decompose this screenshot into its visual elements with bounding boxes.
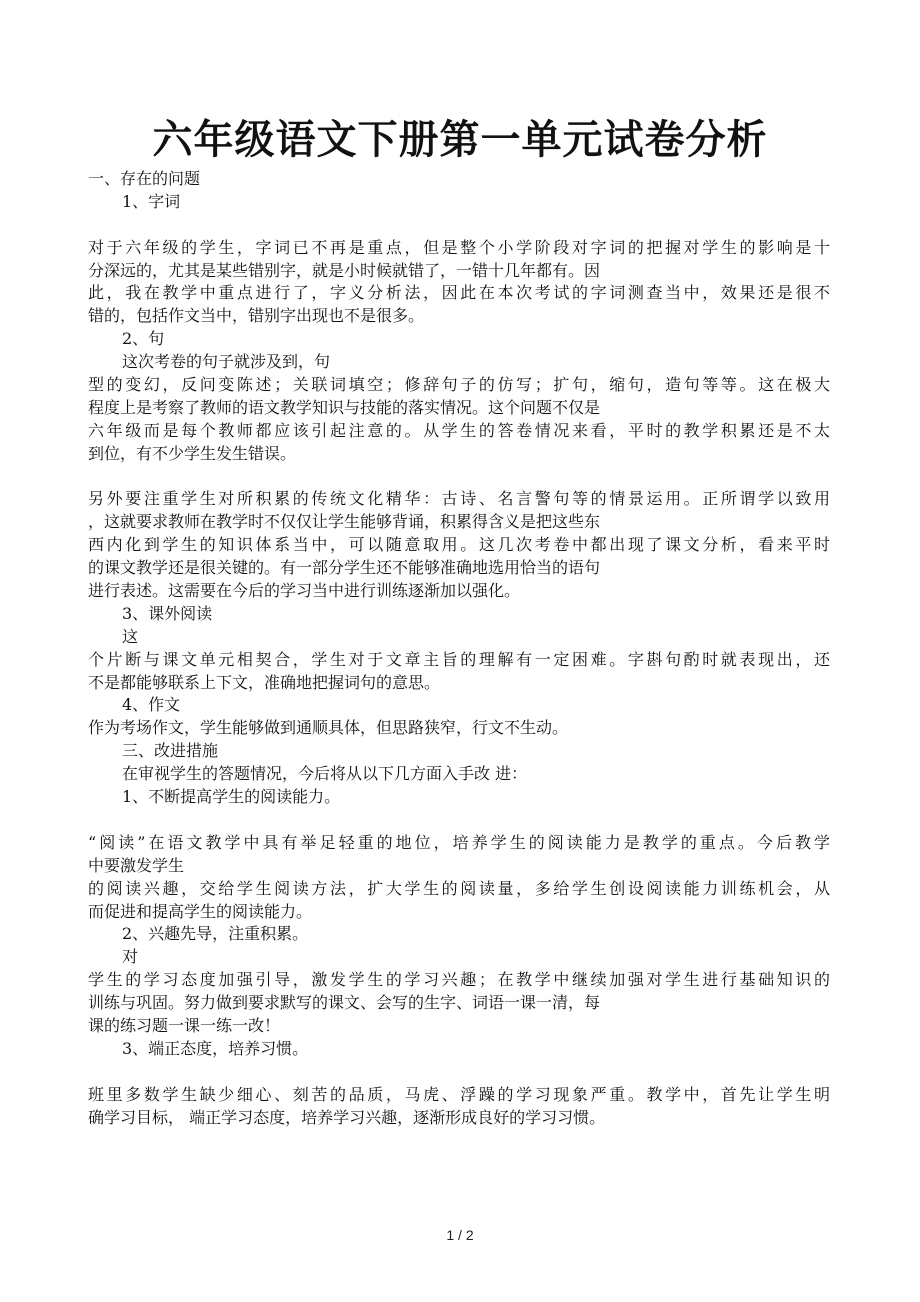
text-line: 分深远的，尤其是某些错别字，就是小时候就错了，一错十几年都有。因 (88, 260, 601, 280)
text-line: ，这就要求教师在教学时不仅仅让学生能够背诵，积累得含义是把这些东 (88, 512, 601, 532)
text-line: 这次考卷的句子就涉及到，句 (122, 352, 331, 372)
document-body (88, 168, 830, 1129)
text-line: 中要激发学生 (88, 855, 185, 875)
text-line: 另外要注重学生对所积累的传统文化精华：古诗、名言警句等的情景运用。正所谓学以致用 (88, 489, 830, 509)
text-line: 型的变幻，反问变陈述；关联词填空；修辞句子的仿写；扩句，缩句，造句等等。这在极大 (88, 375, 830, 395)
text-line: 程度上是考察了教师的语文教学知识与技能的落实情况。这个问题不仅是 (88, 397, 601, 417)
page-number: 1 / 2 (446, 1227, 474, 1243)
text-line: 不是都能够联系上下文，准确地把握词句的意思。 (88, 672, 441, 692)
text-line: 此，我在教学中重点进行了，字义分析法，因此在本次考试的字词测查当中，效果还是很不 (88, 283, 830, 303)
text-line: 西内化到学生的知识体系当中，可以随意取用。这几次考卷中都出现了课文分析，看来平时 (88, 535, 830, 555)
text-line: 3、课外阅读 (122, 603, 213, 623)
text-line: 六年级而是每个教师都应该引起注意的。从学生的答卷情况来看，平时的教学积累还是不太 (88, 420, 830, 440)
blank-line (88, 466, 830, 489)
text-line: 而促进和提高学生的阅读能力。 (88, 901, 313, 921)
text-line: 对于六年级的学生，字词已不再是重点，但是整个小学阶段对字词的把握对学生的影响是十 (88, 237, 830, 257)
text-line: 的阅读兴趣，交给学生阅读方法，扩大学生的阅读量，多给学生创设阅读能力训练机会，从 (88, 878, 830, 898)
text-line: “阅读”在语文教学中具有举足轻重的地位，培养学生的阅读能力是教学的重点。今后教学 (88, 832, 830, 852)
text-line: 班里多数学生缺少细心、刻苦的品质，马虎、浮躁的学习现象严重。教学中，首先让学生明 (88, 1084, 830, 1104)
text-line: 2、兴趣先导，注重积累。 (122, 924, 309, 944)
document-title: 六年级语文下册第一单元试卷分析 (152, 116, 768, 163)
text-line: 到位，有不少学生发生错误。 (88, 443, 297, 463)
text-line: 三、改进措施 (122, 741, 219, 761)
text-line: 对 (122, 947, 139, 967)
text-line: 1、字词 (122, 191, 181, 211)
text-line: 的课文教学还是很关键的。有一部分学生还不能够准确地选用恰当的语句 (88, 558, 601, 578)
text-line: 个片断与课文单元相契合，学生对于文章主旨的理解有一定困难。字斟句酌时就表现出，还 (88, 649, 830, 669)
text-line: 在审视学生的答题情况，今后将从以下几方面入手改 进： (122, 764, 528, 784)
text-line: 这 (122, 626, 139, 646)
text-line: 课的练习题一课一练一改！ (88, 1015, 281, 1035)
text-line: 一、存在的问题 (88, 169, 201, 188)
text-line: 3、端正态度，培养习惯。 (122, 1038, 309, 1058)
text-line: 错的，包括作文当中，错别字出现也不是很多。 (88, 306, 425, 326)
text-line: 训练与巩固。努力做到要求默写的课文、会写的生字、词语一课一清，每 (88, 993, 601, 1013)
blank-line (88, 809, 830, 832)
text-line: 4、作文 (122, 695, 181, 715)
text-line: 确学习目标， 端正学习态度，培养学习兴趣，逐渐形成良好的学习习惯。 (88, 1107, 606, 1127)
text-line: 2、句 (122, 329, 165, 349)
text-line: 学生的学习态度加强引导，激发学生的学习兴趣；在教学中继续加强对学生进行基础知识的 (88, 970, 830, 990)
text-line: 作为考场作文，学生能够做到通顺具体，但思路狭窄，行文不生动。 (88, 718, 569, 738)
text-line: 进行表述。这需要在今后的学习当中进行训练逐渐加以强化。 (88, 581, 521, 601)
blank-line (88, 214, 830, 237)
blank-line (88, 1061, 830, 1084)
text-line: 1、不断提高学生的阅读能力。 (122, 787, 341, 807)
